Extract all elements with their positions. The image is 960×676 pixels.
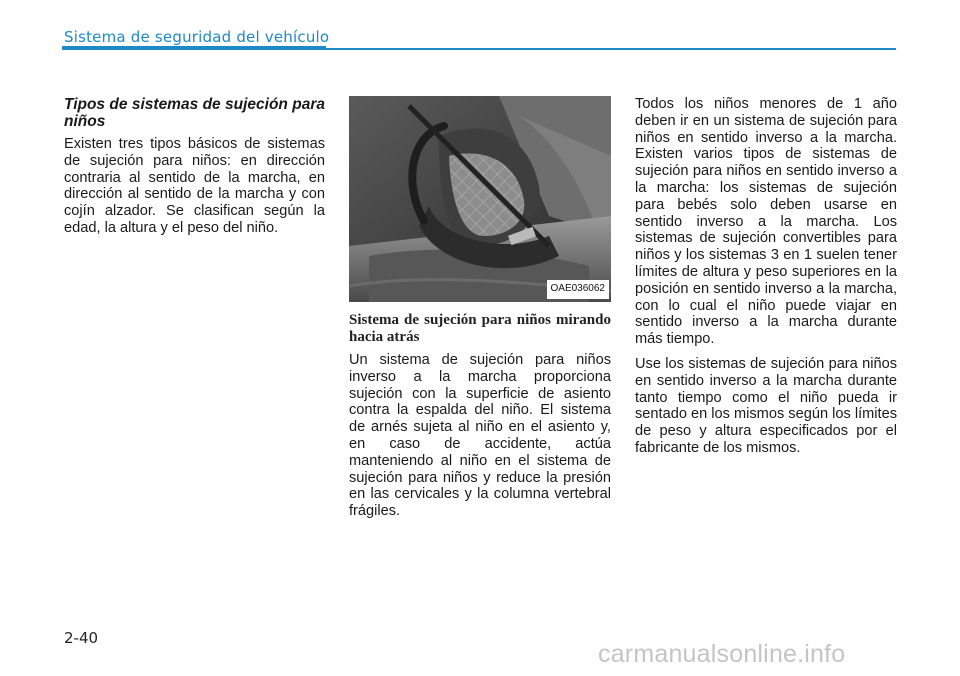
rear-facing-child-seat-photo <box>349 96 611 302</box>
right-column <box>635 96 897 465</box>
header-rule-thin <box>326 48 896 50</box>
infant-paragraph: Todos los niños menores de 1 año deben ir en un sistema de sujeción para niños en sentido inverso a la marcha. Existen varios tipos de sistemas de sujeción para niños en sentido inverso a la marcha: los sistemas de sujeción para bebés solo deben usarse en sentido inverso a la marcha. Los sistemas de sujeción convertibles para niños y los sistemas 3 en 1 suelen tener límites de altura y peso superiores en la posición en sentido inverso a la marcha, con lo cual el niño puede viajar en sentido inverso a la marcha durante más tiempo. <box>635 96 897 348</box>
section-heading: Tipos de sistemas de sujeción para niños <box>64 96 325 130</box>
header-rule-thick <box>62 46 326 50</box>
rear-facing-paragraph: Un sistema de sujeción para niños inverso a la marcha proporciona sujeción con la superficie de asiento contra la espalda del niño. El sistema de arnés sujeta al niño en el asiento y, en caso de accidente, actúa manteniendo al niño en el sistema de sujeción para niños y reduce la presión en las cervicales y la columna vertebral frágiles. <box>349 352 611 520</box>
intro-paragraph: Existen tres tipos básicos de sistemas de sujeción para niños: en dirección contraria al sentido de la marcha, en dirección al sentido de la marcha y con cojín alzador. Se clasifican según la edad, la altura y el peso del niño. <box>64 136 325 236</box>
left-column <box>64 96 325 245</box>
section-header-title: Sistema de seguridad del vehículo <box>64 28 330 46</box>
page-number: 2-40 <box>64 629 99 647</box>
child-seat-illustration <box>349 96 611 302</box>
watermark: carmanualsonline.info <box>598 640 846 668</box>
image-code-label: OAE036062 <box>547 280 610 299</box>
usage-paragraph: Use los sistemas de sujeción para niños en sentido inverso a la marcha durante tanto tiempo como el niño pueda ir sentado en los mismos según los límites de peso y altura especificados por el fabricante de los mismos. <box>635 355 897 456</box>
middle-column <box>349 96 611 528</box>
subsection-heading: Sistema de sujeción para niños mirando hacia atrás <box>349 312 611 345</box>
